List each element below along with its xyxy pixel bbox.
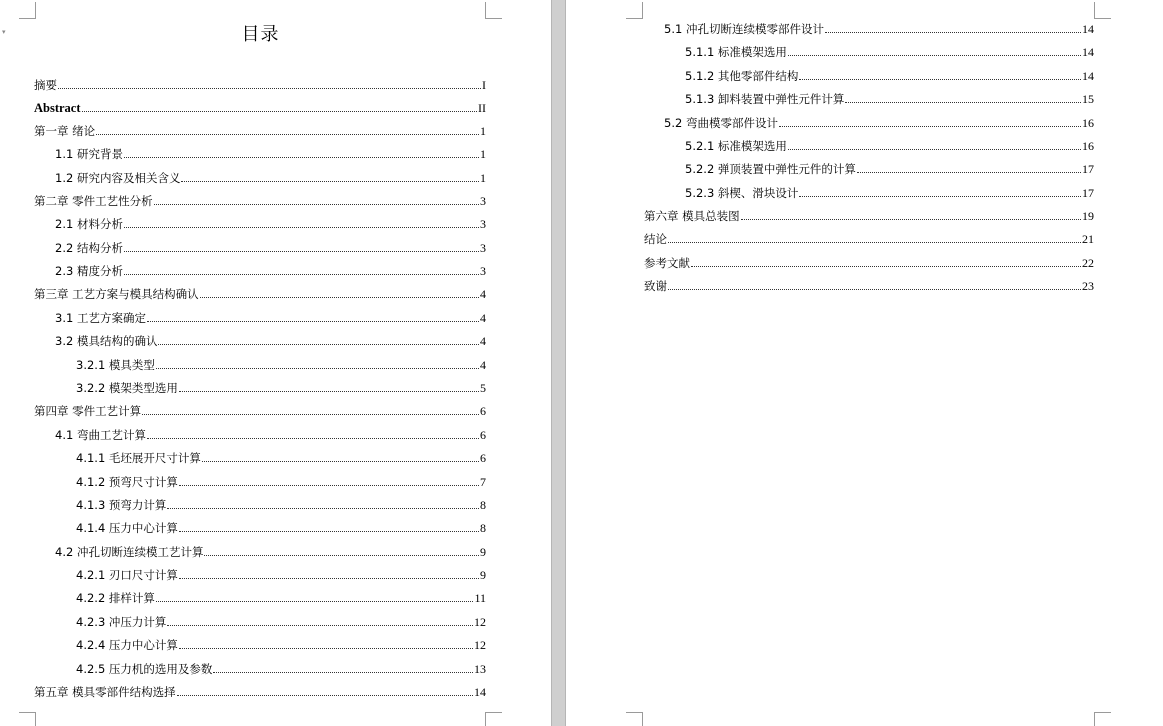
toc-entry-page: 15 — [1082, 92, 1094, 106]
toc-entry-page: 14 — [1082, 22, 1094, 36]
leader-dots — [177, 695, 473, 696]
toc-entry-text: 第四章 零件工艺计算 — [34, 404, 142, 418]
toc-entry-text: 5.1.2 其他零部件结构 — [685, 69, 799, 83]
toc-entry-page: 12 — [474, 638, 486, 652]
toc-entry-page: 16 — [1082, 139, 1094, 153]
toc-entry[interactable] — [644, 231, 1094, 247]
leader-dots — [181, 181, 479, 182]
toc-entry-page: 3 — [480, 264, 486, 278]
page-corner-mark — [485, 712, 502, 726]
toc-entry-text: 3.2.2 模架类型选用 — [76, 381, 178, 395]
toc-entry[interactable] — [76, 497, 486, 513]
page-corner-mark — [626, 2, 643, 19]
toc-entry[interactable] — [55, 240, 486, 256]
toc-entry-text: 4.1.2 预弯尺寸计算 — [76, 475, 178, 489]
toc-entry[interactable] — [55, 146, 486, 162]
toc-entry-page: 3 — [480, 241, 486, 255]
toc-entry[interactable] — [685, 44, 1094, 60]
page-corner-mark — [19, 2, 36, 19]
toc-entry[interactable] — [55, 427, 486, 443]
toc-entry-text: 第六章 模具总装图 — [644, 209, 740, 223]
page-corner-mark — [1094, 2, 1111, 19]
toc-entry-text: 4.2 冲孔切断连续模工艺计算 — [55, 545, 204, 559]
toc-entry-page: 17 — [1082, 162, 1094, 176]
page-corner-mark — [485, 2, 502, 19]
toc-entry-text: 2.3 精度分析 — [55, 264, 123, 278]
toc-entry[interactable] — [644, 278, 1094, 294]
leader-dots — [96, 134, 479, 135]
leader-dots — [845, 102, 1081, 103]
toc-entry[interactable] — [664, 21, 1094, 37]
leader-dots — [799, 196, 1081, 197]
leader-dots — [741, 219, 1081, 220]
toc-entry[interactable] — [76, 590, 486, 606]
toc-entry-page: 8 — [480, 498, 486, 512]
page-corner-mark — [1094, 712, 1111, 726]
toc-entry[interactable] — [76, 637, 486, 653]
toc-entry[interactable] — [34, 123, 486, 139]
leader-dots — [142, 414, 479, 415]
toc-entry-text: 第五章 模具零部件结构选择 — [34, 685, 176, 699]
toc-entry-text: 2.1 材料分析 — [55, 217, 123, 231]
toc-entry-page: 4 — [480, 334, 486, 348]
toc-entry-text: 1.1 研究背景 — [55, 147, 123, 161]
toc-entry-text: 4.1.4 压力中心计算 — [76, 521, 178, 535]
toc-entry-text: 4.2.3 冲压力计算 — [76, 615, 167, 629]
toc-entry-page: 16 — [1082, 116, 1094, 130]
toc-entry[interactable] — [76, 380, 486, 396]
toc-entry-text: 结论 — [644, 232, 667, 246]
toc-entry-text: 5.2 弯曲模零部件设计 — [664, 116, 778, 130]
toc-entry-page: 13 — [474, 662, 486, 676]
toc-entry-text: 4.2.5 压力机的选用及参数 — [76, 662, 213, 676]
leader-dots — [156, 601, 474, 602]
toc-entry-page: 9 — [480, 568, 486, 582]
toc-entry-text: 5.1.1 标准模架选用 — [685, 45, 787, 59]
toc-entry-page: 3 — [480, 217, 486, 231]
toc-entry-page: 7 — [480, 475, 486, 489]
leader-dots — [691, 266, 1081, 267]
leader-dots — [204, 555, 479, 556]
leader-dots — [156, 368, 479, 369]
toc-entry-page: 14 — [474, 685, 486, 699]
toc-entry-text: 3.1 工艺方案确定 — [55, 311, 146, 325]
toc-entry-page: 14 — [1082, 45, 1094, 59]
toc-entry-text: 5.2.2 弹顶装置中弹性元件的计算 — [685, 162, 856, 176]
toc-title: 目录 — [241, 24, 280, 45]
toc-entry[interactable] — [76, 520, 486, 536]
toc-entry[interactable] — [55, 310, 486, 326]
toc-entry-page: 21 — [1082, 232, 1094, 246]
toc-entry-page: 1 — [480, 124, 486, 138]
toc-entry[interactable] — [685, 68, 1094, 84]
toc-entry-page: 22 — [1082, 256, 1094, 270]
toc-entry[interactable] — [76, 614, 486, 630]
leader-dots — [668, 242, 1081, 243]
toc-entry-text: 3.2.1 模具类型 — [76, 358, 155, 372]
toc-entry-text: 致谢 — [644, 279, 667, 293]
leader-dots — [147, 321, 479, 322]
toc-entry[interactable] — [664, 115, 1094, 131]
leader-dots — [179, 391, 479, 392]
toc-entry-page: 11 — [474, 591, 486, 605]
toc-entry-text: 4.1 弯曲工艺计算 — [55, 428, 146, 442]
toc-entry[interactable] — [55, 170, 486, 186]
toc-entry-text: 4.1.3 预弯力计算 — [76, 498, 167, 512]
toc-entry[interactable] — [685, 138, 1094, 154]
leader-dots — [213, 672, 473, 673]
toc-entry[interactable] — [644, 208, 1094, 224]
toc-entry-page: 17 — [1082, 186, 1094, 200]
toc-entry-page: 3 — [480, 194, 486, 208]
leader-dots — [788, 55, 1081, 56]
leader-dots — [58, 88, 481, 89]
toc-entry-page: 6 — [480, 451, 486, 465]
leader-dots — [179, 485, 479, 486]
leader-dots — [668, 289, 1081, 290]
toc-entry-page: 9 — [480, 545, 486, 559]
toc-entry[interactable] — [34, 286, 486, 302]
toc-entry[interactable] — [685, 185, 1094, 201]
leader-dots — [167, 625, 473, 626]
toc-entry-text: Abstract — [34, 101, 81, 115]
leader-dots — [799, 79, 1081, 80]
toc-entry-text: 2.2 结构分析 — [55, 241, 123, 255]
toc-entry-page: 6 — [480, 404, 486, 418]
document-page-left — [0, 0, 551, 726]
toc-entry-text: 第一章 绪论 — [34, 124, 96, 138]
toc-entry-text: 摘要 — [34, 78, 57, 92]
toc-entry-page: 14 — [1082, 69, 1094, 83]
leader-dots — [788, 149, 1081, 150]
toc-entry-text: 4.2.1 刃口尺寸计算 — [76, 568, 178, 582]
toc-entry-page: II — [478, 101, 486, 115]
page-gap — [551, 0, 566, 726]
toc-entry-page: 4 — [480, 311, 486, 325]
collapse-arrow-icon[interactable]: ▾ — [2, 28, 6, 36]
toc-entry-text: 第二章 零件工艺性分析 — [34, 194, 153, 208]
toc-entry-text: 4.2.2 排样计算 — [76, 591, 155, 605]
toc-entry[interactable] — [34, 77, 486, 93]
toc-entry-text: 5.2.3 斜楔、滑块设计 — [685, 186, 799, 200]
leader-dots — [825, 32, 1081, 33]
toc-entry-page: 12 — [474, 615, 486, 629]
toc-entry-page: 5 — [480, 381, 486, 395]
leader-dots — [124, 227, 479, 228]
toc-entry-text: 参考文献 — [644, 256, 690, 270]
toc-entry-text: 5.1.3 卸料装置中弹性元件计算 — [685, 92, 845, 106]
toc-entry[interactable] — [55, 263, 486, 279]
toc-entry[interactable] — [685, 91, 1094, 107]
toc-entry-page: 23 — [1082, 279, 1094, 293]
toc-entry-text: 5.1 冲孔切断连续模零部件设计 — [664, 22, 824, 36]
toc-entry-page: 4 — [480, 287, 486, 301]
toc-entry[interactable] — [76, 661, 486, 677]
leader-dots — [779, 126, 1081, 127]
toc-entry[interactable] — [76, 567, 486, 583]
toc-entry-page: 6 — [480, 428, 486, 442]
toc-entry-page: 1 — [480, 147, 486, 161]
page-corner-mark — [626, 712, 643, 726]
toc-entry[interactable] — [34, 684, 486, 700]
leader-dots — [179, 578, 479, 579]
leader-dots — [82, 111, 477, 112]
leader-dots — [857, 172, 1081, 173]
toc-entry[interactable] — [76, 357, 486, 373]
toc-entry[interactable] — [76, 450, 486, 466]
toc-entry-page: 4 — [480, 358, 486, 372]
leader-dots — [124, 274, 479, 275]
leader-dots — [158, 344, 479, 345]
toc-entry[interactable] — [685, 161, 1094, 177]
toc-entry[interactable] — [34, 193, 486, 209]
toc-entry-text: 4.2.4 压力中心计算 — [76, 638, 178, 652]
leader-dots — [154, 204, 479, 205]
toc-entry[interactable] — [55, 333, 486, 349]
leader-dots — [179, 531, 479, 532]
toc-entry[interactable] — [55, 544, 486, 560]
leader-dots — [179, 648, 473, 649]
toc-entry-text: 第三章 工艺方案与模具结构确认 — [34, 287, 199, 301]
leader-dots — [200, 297, 479, 298]
toc-entry[interactable] — [644, 255, 1094, 271]
leader-dots — [202, 461, 479, 462]
toc-entry-page: I — [482, 78, 486, 92]
leader-dots — [124, 157, 479, 158]
document-page-right — [566, 0, 1163, 726]
page-corner-mark — [19, 712, 36, 726]
leader-dots — [167, 508, 479, 509]
toc-entry-text: 4.1.1 毛坯展开尺寸计算 — [76, 451, 201, 465]
toc-entry-text: 5.2.1 标准模架选用 — [685, 139, 787, 153]
toc-entry[interactable] — [76, 474, 486, 490]
toc-entry-page: 19 — [1082, 209, 1094, 223]
toc-entry[interactable] — [55, 216, 486, 232]
leader-dots — [147, 438, 479, 439]
toc-entry-page: 8 — [480, 521, 486, 535]
toc-entry-text: 3.2 模具结构的确认 — [55, 334, 158, 348]
leader-dots — [124, 251, 479, 252]
toc-entry[interactable] — [34, 100, 486, 116]
toc-entry[interactable] — [34, 403, 486, 419]
toc-entry-page: 1 — [480, 171, 486, 185]
toc-entry-text: 1.2 研究内容及相关含义 — [55, 171, 181, 185]
